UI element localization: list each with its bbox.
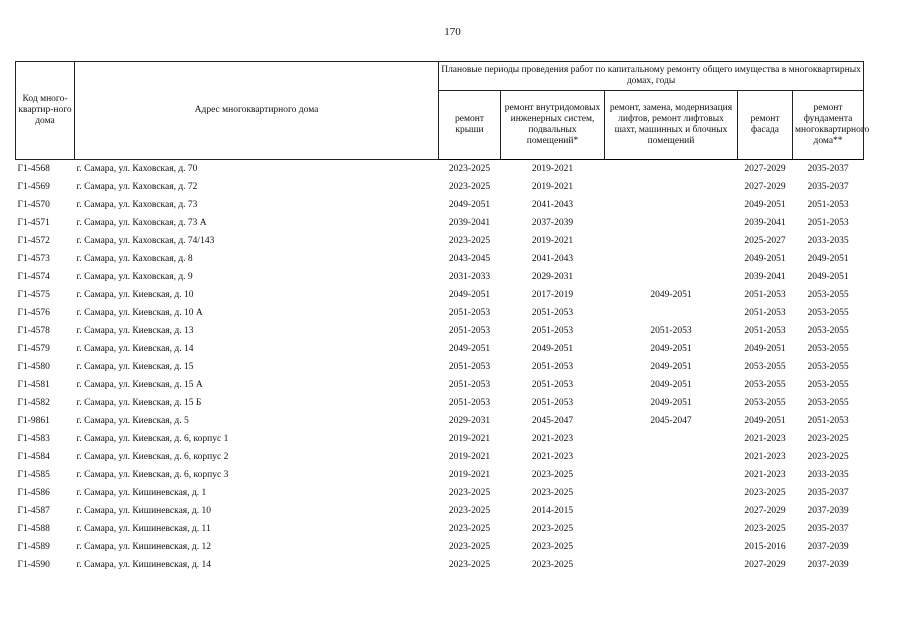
cell-foundation: 2037-2039 xyxy=(807,506,849,516)
cell-systems: 2023-2025 xyxy=(531,488,574,498)
cell-roof: 2049-2051 xyxy=(448,344,491,354)
cell-address: г. Самара, ул. Киевская, д. 14 xyxy=(76,344,194,354)
cell-facade: 2015-2016 xyxy=(744,542,786,552)
cell-facade: 2051-2053 xyxy=(744,308,786,318)
cell-systems: 2019-2021 xyxy=(531,182,574,192)
cell-roof: 2023-2025 xyxy=(448,236,491,246)
cell-address: г. Самара, ул. Киевская, д. 15 xyxy=(76,362,194,372)
cell-roof: 2051-2053 xyxy=(448,308,491,318)
table-row xyxy=(16,286,864,304)
cell-lifts xyxy=(605,196,738,214)
cell-code: Г1-4590 xyxy=(17,560,50,570)
table-row xyxy=(16,376,864,394)
cell-foundation: 2049-2051 xyxy=(807,272,849,282)
cell-address: г. Самара, ул. Киевская, д. 15 Б xyxy=(76,398,202,408)
table-row xyxy=(16,466,864,484)
cell-foundation: 2023-2025 xyxy=(807,434,849,444)
cell-code: Г1-4588 xyxy=(17,524,50,534)
header-facade: ремонт фасада xyxy=(738,91,793,160)
cell-facade: 2023-2025 xyxy=(744,488,786,498)
cell-roof: 2049-2051 xyxy=(448,290,491,300)
cell-foundation: 2035-2037 xyxy=(807,182,849,192)
cell-address: г. Самара, ул. Каховская, д. 8 xyxy=(76,254,193,264)
cell-address: г. Самара, ул. Каховская, д. 73 А xyxy=(76,218,207,228)
cell-lifts xyxy=(605,448,738,466)
cell-facade: 2039-2041 xyxy=(744,272,786,282)
cell-lifts xyxy=(605,502,738,520)
cell-address: г. Самара, ул. Каховская, д. 74/143 xyxy=(76,236,215,246)
cell-address: г. Самара, ул. Кишиневская, д. 1 xyxy=(76,488,207,498)
cell-lifts xyxy=(605,556,738,574)
table-row xyxy=(16,214,864,232)
cell-code: Г1-4586 xyxy=(17,488,50,498)
cell-roof: 2019-2021 xyxy=(448,452,491,462)
cell-code: Г1-4568 xyxy=(17,164,50,174)
cell-foundation: 2053-2055 xyxy=(807,362,849,372)
cell-roof: 2023-2025 xyxy=(448,524,491,534)
cell-systems: 2051-2053 xyxy=(531,308,574,318)
header-roof: ремонт крыши xyxy=(439,91,501,160)
cell-address: г. Самара, ул. Кишиневская, д. 14 xyxy=(76,560,211,570)
header-periods-group: Плановые периоды проведения работ по капитальному ремонту общего имущества в многоквартирных домах, годы xyxy=(439,62,864,91)
cell-systems: 2019-2021 xyxy=(531,164,574,174)
cell-roof: 2051-2053 xyxy=(448,380,491,390)
cell-address: г. Самара, ул. Кишиневская, д. 12 xyxy=(76,542,211,552)
cell-lifts xyxy=(605,430,738,448)
cell-foundation: 2053-2055 xyxy=(807,290,849,300)
cell-facade: 2049-2051 xyxy=(744,416,786,426)
cell-foundation: 2035-2037 xyxy=(807,488,849,498)
cell-facade: 2053-2055 xyxy=(744,380,786,390)
table-row xyxy=(16,502,864,520)
cell-foundation: 2035-2037 xyxy=(807,164,849,174)
cell-foundation: 2037-2039 xyxy=(807,560,849,570)
cell-facade: 2021-2023 xyxy=(744,452,786,462)
cell-foundation: 2051-2053 xyxy=(807,416,849,426)
cell-lifts: 2049-2051 xyxy=(650,380,692,390)
cell-code: Г1-4572 xyxy=(17,236,50,246)
cell-lifts xyxy=(605,178,738,196)
cell-facade: 2027-2029 xyxy=(744,164,786,174)
cell-facade: 2049-2051 xyxy=(744,200,786,210)
cell-lifts xyxy=(605,304,738,322)
table-header xyxy=(16,62,870,160)
cell-facade: 2051-2053 xyxy=(744,326,786,336)
table-row xyxy=(16,304,864,322)
cell-code: Г1-4585 xyxy=(17,470,50,480)
cell-facade: 2053-2055 xyxy=(744,362,786,372)
cell-lifts xyxy=(605,466,738,484)
cell-roof: 2043-2045 xyxy=(448,254,491,264)
cell-systems: 2041-2043 xyxy=(531,254,574,264)
cell-foundation: 2053-2055 xyxy=(807,326,849,336)
cell-foundation: 2053-2055 xyxy=(807,308,849,318)
cell-systems: 2023-2025 xyxy=(531,524,574,534)
cell-address: г. Самара, ул. Киевская, д. 5 xyxy=(76,416,189,426)
cell-foundation: 2051-2053 xyxy=(807,200,849,210)
cell-foundation: 2053-2055 xyxy=(807,344,849,354)
cell-facade: 2025-2027 xyxy=(744,236,786,246)
cell-roof: 2023-2025 xyxy=(448,542,491,552)
cell-address: г. Самара, ул. Киевская, д. 10 xyxy=(76,290,194,300)
cell-code: Г1-4578 xyxy=(17,326,50,336)
cell-systems: 2029-2031 xyxy=(531,272,574,282)
cell-address: г. Самара, ул. Кишиневская, д. 11 xyxy=(76,524,211,534)
table-row xyxy=(16,448,864,466)
table-row xyxy=(16,340,864,358)
cell-address: г. Самара, ул. Киевская, д. 13 xyxy=(76,326,194,336)
cell-foundation: 2033-2035 xyxy=(807,236,849,246)
cell-address: г. Самара, ул. Киевская, д. 6, корпус 2 xyxy=(76,452,229,462)
cell-code: Г1-4570 xyxy=(17,200,50,210)
cell-address: г. Самара, ул. Киевская, д. 6, корпус 3 xyxy=(76,470,229,480)
cell-code: Г1-4582 xyxy=(17,398,50,408)
cell-roof: 2051-2053 xyxy=(448,362,491,372)
cell-systems: 2019-2021 xyxy=(531,236,574,246)
cell-lifts: 2049-2051 xyxy=(650,290,692,300)
cell-roof: 2039-2041 xyxy=(448,218,491,228)
cell-address: г. Самара, ул. Каховская, д. 70 xyxy=(76,164,198,174)
cell-code: Г1-4583 xyxy=(17,434,50,444)
cell-facade: 2051-2053 xyxy=(744,290,786,300)
cell-address: г. Самара, ул. Киевская, д. 10 А xyxy=(76,308,203,318)
cell-facade: 2027-2029 xyxy=(744,560,786,570)
cell-systems: 2021-2023 xyxy=(531,434,574,444)
cell-facade: 2053-2055 xyxy=(744,398,786,408)
cell-roof: 2023-2025 xyxy=(448,560,491,570)
cell-systems: 2023-2025 xyxy=(531,470,574,480)
cell-code: Г1-4581 xyxy=(17,380,50,390)
table-row xyxy=(16,160,864,179)
cell-foundation: 2049-2051 xyxy=(807,254,849,264)
table-row xyxy=(16,250,864,268)
cell-lifts xyxy=(605,484,738,502)
cell-address: г. Самара, ул. Каховская, д. 9 xyxy=(76,272,193,282)
table-row xyxy=(16,358,864,376)
cell-systems: 2021-2023 xyxy=(531,452,574,462)
cell-lifts: 2045-2047 xyxy=(650,416,692,426)
cell-address: г. Самара, ул. Каховская, д. 73 xyxy=(76,200,198,210)
table-row xyxy=(16,430,864,448)
header-code: Код много-квартир-ного дома xyxy=(16,62,75,160)
cell-lifts: 2051-2053 xyxy=(650,326,692,336)
cell-address: г. Самара, ул. Каховская, д. 72 xyxy=(76,182,198,192)
cell-roof: 2019-2021 xyxy=(448,470,491,480)
cell-foundation: 2053-2055 xyxy=(807,398,849,408)
cell-code: Г1-4576 xyxy=(17,308,50,318)
cell-lifts xyxy=(605,160,738,179)
table-row xyxy=(16,556,864,574)
cell-foundation: 2037-2039 xyxy=(807,542,849,552)
cell-facade: 2049-2051 xyxy=(744,344,786,354)
cell-code: Г1-4579 xyxy=(17,344,50,354)
cell-roof: 2051-2053 xyxy=(448,398,491,408)
cell-systems: 2051-2053 xyxy=(531,398,574,408)
cell-systems: 2051-2053 xyxy=(531,362,574,372)
cell-lifts xyxy=(605,250,738,268)
cell-roof: 2051-2053 xyxy=(448,326,491,336)
cell-foundation: 2053-2055 xyxy=(807,380,849,390)
cell-systems: 2041-2043 xyxy=(531,200,574,210)
cell-lifts: 2049-2051 xyxy=(650,344,692,354)
cell-facade: 2023-2025 xyxy=(744,524,786,534)
cell-systems: 2017-2019 xyxy=(531,290,574,300)
cell-roof: 2029-2031 xyxy=(448,416,491,426)
cell-roof: 2019-2021 xyxy=(448,434,491,444)
table-row xyxy=(16,412,864,430)
cell-systems: 2045-2047 xyxy=(531,416,574,426)
cell-address: г. Самара, ул. Киевская, д. 6, корпус 1 xyxy=(76,434,229,444)
cell-lifts xyxy=(605,268,738,286)
table-row xyxy=(16,520,864,538)
cell-systems: 2051-2053 xyxy=(531,380,574,390)
cell-roof: 2023-2025 xyxy=(448,182,491,192)
cell-code: Г1-4584 xyxy=(17,452,50,462)
cell-address: г. Самара, ул. Кишиневская, д. 10 xyxy=(76,506,211,516)
cell-foundation: 2033-2035 xyxy=(807,470,849,480)
cell-code: Г1-4571 xyxy=(17,218,50,228)
cell-systems: 2049-2051 xyxy=(531,344,574,354)
cell-facade: 2049-2051 xyxy=(744,254,786,264)
cell-code: Г1-9861 xyxy=(17,416,50,426)
table-row xyxy=(16,196,864,214)
cell-code: Г1-4580 xyxy=(17,362,50,372)
cell-facade: 2027-2029 xyxy=(744,506,786,516)
table-row xyxy=(16,232,864,250)
cell-code: Г1-4575 xyxy=(17,290,50,300)
cell-roof: 2049-2051 xyxy=(448,200,491,210)
cell-code: Г1-4589 xyxy=(17,542,50,552)
header-lifts: ремонт, замена, модернизация лифтов, ремонт лифтовых шахт, машинных и блочных помещений xyxy=(605,91,738,160)
header-systems: ремонт внутридомовых инженерных систем, подвальных помещений* xyxy=(501,91,605,160)
cell-roof: 2031-2033 xyxy=(448,272,491,282)
cell-facade: 2027-2029 xyxy=(744,182,786,192)
cell-code: Г1-4574 xyxy=(17,272,50,282)
cell-systems: 2051-2053 xyxy=(531,326,574,336)
cell-foundation: 2051-2053 xyxy=(807,218,849,228)
table-row xyxy=(16,394,864,412)
cell-foundation: 2035-2037 xyxy=(807,524,849,534)
table-body xyxy=(16,160,864,575)
page-number: 170 xyxy=(444,26,461,38)
header-address: Адрес многоквартирного дома xyxy=(75,62,439,160)
cell-facade: 2021-2023 xyxy=(744,470,786,480)
cell-lifts: 2049-2051 xyxy=(650,362,692,372)
cell-roof: 2023-2025 xyxy=(448,164,491,174)
cell-systems: 2037-2039 xyxy=(531,218,574,228)
cell-systems: 2014-2015 xyxy=(531,506,574,516)
table-row xyxy=(16,178,864,196)
cell-lifts xyxy=(605,214,738,232)
header-foundation: ремонт фундамента многоквартирного дома** xyxy=(793,91,864,160)
table-row xyxy=(16,538,864,556)
cell-foundation: 2023-2025 xyxy=(807,452,849,462)
table-row xyxy=(16,322,864,340)
cell-code: Г1-4587 xyxy=(17,506,50,516)
table-row xyxy=(16,268,864,286)
cell-roof: 2023-2025 xyxy=(448,506,491,516)
table-row xyxy=(16,484,864,502)
cell-lifts xyxy=(605,538,738,556)
repair-schedule-table xyxy=(15,61,870,574)
cell-code: Г1-4569 xyxy=(17,182,50,192)
cell-code: Г1-4573 xyxy=(17,254,50,264)
cell-lifts: 2049-2051 xyxy=(650,398,692,408)
cell-facade: 2021-2023 xyxy=(744,434,786,444)
cell-roof: 2023-2025 xyxy=(448,488,491,498)
cell-lifts xyxy=(605,232,738,250)
cell-systems: 2023-2025 xyxy=(531,560,574,570)
cell-lifts xyxy=(605,520,738,538)
cell-facade: 2039-2041 xyxy=(744,218,786,228)
cell-systems: 2023-2025 xyxy=(531,542,574,552)
cell-address: г. Самара, ул. Киевская, д. 15 А xyxy=(76,380,203,390)
